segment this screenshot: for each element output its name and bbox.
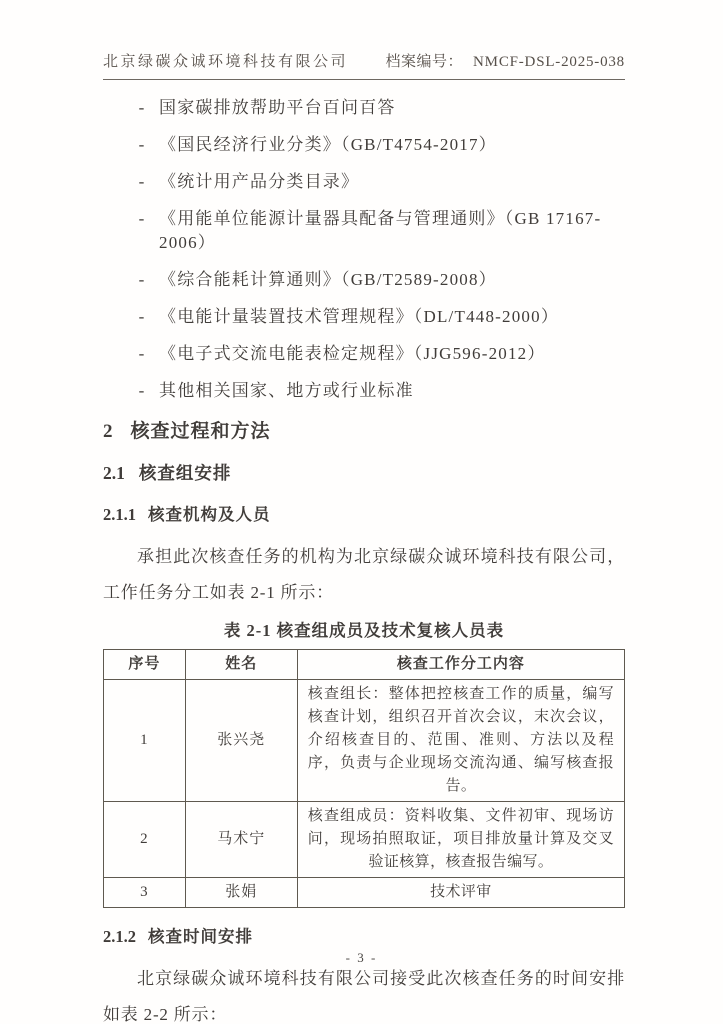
header-archive-number — [386, 50, 625, 71]
section-title: 核查组安排 — [138, 463, 232, 483]
header-company-name: 北京绿碳众诚环境科技有限公司 — [103, 54, 349, 70]
section-title: 核查时间安排 — [148, 927, 253, 946]
list-item — [103, 96, 625, 120]
list-item — [103, 305, 625, 329]
list-dash-marker: - — [138, 135, 146, 154]
section-heading-2-1-2 — [103, 925, 625, 949]
section-heading-2 — [103, 418, 625, 445]
reference-standards-list — [103, 96, 625, 403]
list-item-text: 《电能计量装置技术管理规程》（DL/T448-2000） — [159, 307, 560, 326]
cell-index: 3 — [104, 878, 186, 908]
list-dash-marker: - — [138, 98, 146, 117]
list-dash-marker: - — [138, 381, 146, 400]
cell-name: 张兴尧 — [185, 680, 297, 802]
table-header-row — [104, 650, 625, 680]
section-heading-2-1 — [103, 461, 625, 486]
list-item-text: 《电子式交流电能表检定规程》（JJG596-2012） — [159, 344, 546, 363]
column-header-duty: 核查工作分工内容 — [297, 650, 624, 680]
list-item-text: 其他相关国家、地方或行业标准 — [159, 381, 414, 400]
list-dash-marker: - — [138, 270, 146, 289]
list-item — [103, 342, 625, 366]
list-item-text: 《综合能耗计算通则》（GB/T2589-2008） — [159, 270, 497, 289]
archive-number-label: 档案编号： — [385, 54, 464, 70]
cell-name: 马术宁 — [185, 802, 297, 878]
list-item-text: 《统计用产品分类目录》 — [159, 172, 360, 191]
section-number: 2.1 — [103, 463, 125, 483]
list-item — [103, 379, 625, 403]
section-number: 2.1.1 — [103, 505, 136, 524]
cell-name: 张娟 — [185, 878, 297, 908]
cell-duty: 核查组成员：资料收集、文件初审、现场访问，现场拍照取证，项目排放量计算及交叉验证核算，核查报告编写。 — [297, 802, 624, 878]
table-row — [104, 878, 625, 908]
page-number: - 3 - — [345, 950, 378, 965]
section-title: 核查过程和方法 — [130, 421, 271, 442]
section-heading-2-1-1 — [103, 503, 625, 527]
section-number: 2.1.2 — [103, 927, 136, 946]
list-dash-marker: - — [138, 172, 146, 191]
list-item-text: 《用能单位能源计量器具配备与管理通则》（GB 17167-2006） — [159, 209, 602, 252]
section-title: 核查机构及人员 — [148, 505, 271, 524]
list-item — [103, 268, 625, 292]
cell-index: 2 — [104, 802, 186, 878]
list-dash-marker: - — [138, 344, 146, 363]
list-item — [103, 133, 625, 157]
archive-number-value: NMCF-DSL-2025-038 — [473, 54, 625, 70]
list-dash-marker: - — [138, 209, 146, 228]
list-item-text: 国家碳排放帮助平台百问百答 — [159, 98, 396, 117]
document-header — [103, 50, 625, 80]
cell-duty: 技术评审 — [297, 878, 624, 908]
list-item-text: 《国民经济行业分类》（GB/T4754-2017） — [159, 135, 497, 154]
column-header-name: 姓名 — [185, 650, 297, 680]
table-row — [104, 802, 625, 878]
list-dash-marker: - — [138, 307, 146, 326]
section-number: 2 — [103, 421, 113, 442]
paragraph-organization: 承担此次核查任务的机构为北京绿碳众诚环境科技有限公司，工作任务分工如表 2-1 所示： — [103, 547, 625, 602]
verification-team-table — [103, 649, 625, 908]
list-item — [103, 170, 625, 194]
column-header-index: 序号 — [104, 650, 186, 680]
cell-duty: 核查组长：整体把控核查工作的质量，编写核查计划，组织召开首次会议，末次会议，介绍核查目的、范围、准则、方法以及程序，负责与企业现场交流沟通、编写核查报告。 — [297, 680, 624, 802]
paragraph-schedule: 北京绿碳众诚环境科技有限公司接受此次核查任务的时间安排如表 2-2 所示： — [103, 969, 625, 1024]
table-2-1-caption: 表 2-1 核查组成员及技术复核人员表 — [223, 621, 505, 640]
table-row — [104, 680, 625, 802]
cell-index: 1 — [104, 680, 186, 802]
list-item — [103, 207, 625, 255]
